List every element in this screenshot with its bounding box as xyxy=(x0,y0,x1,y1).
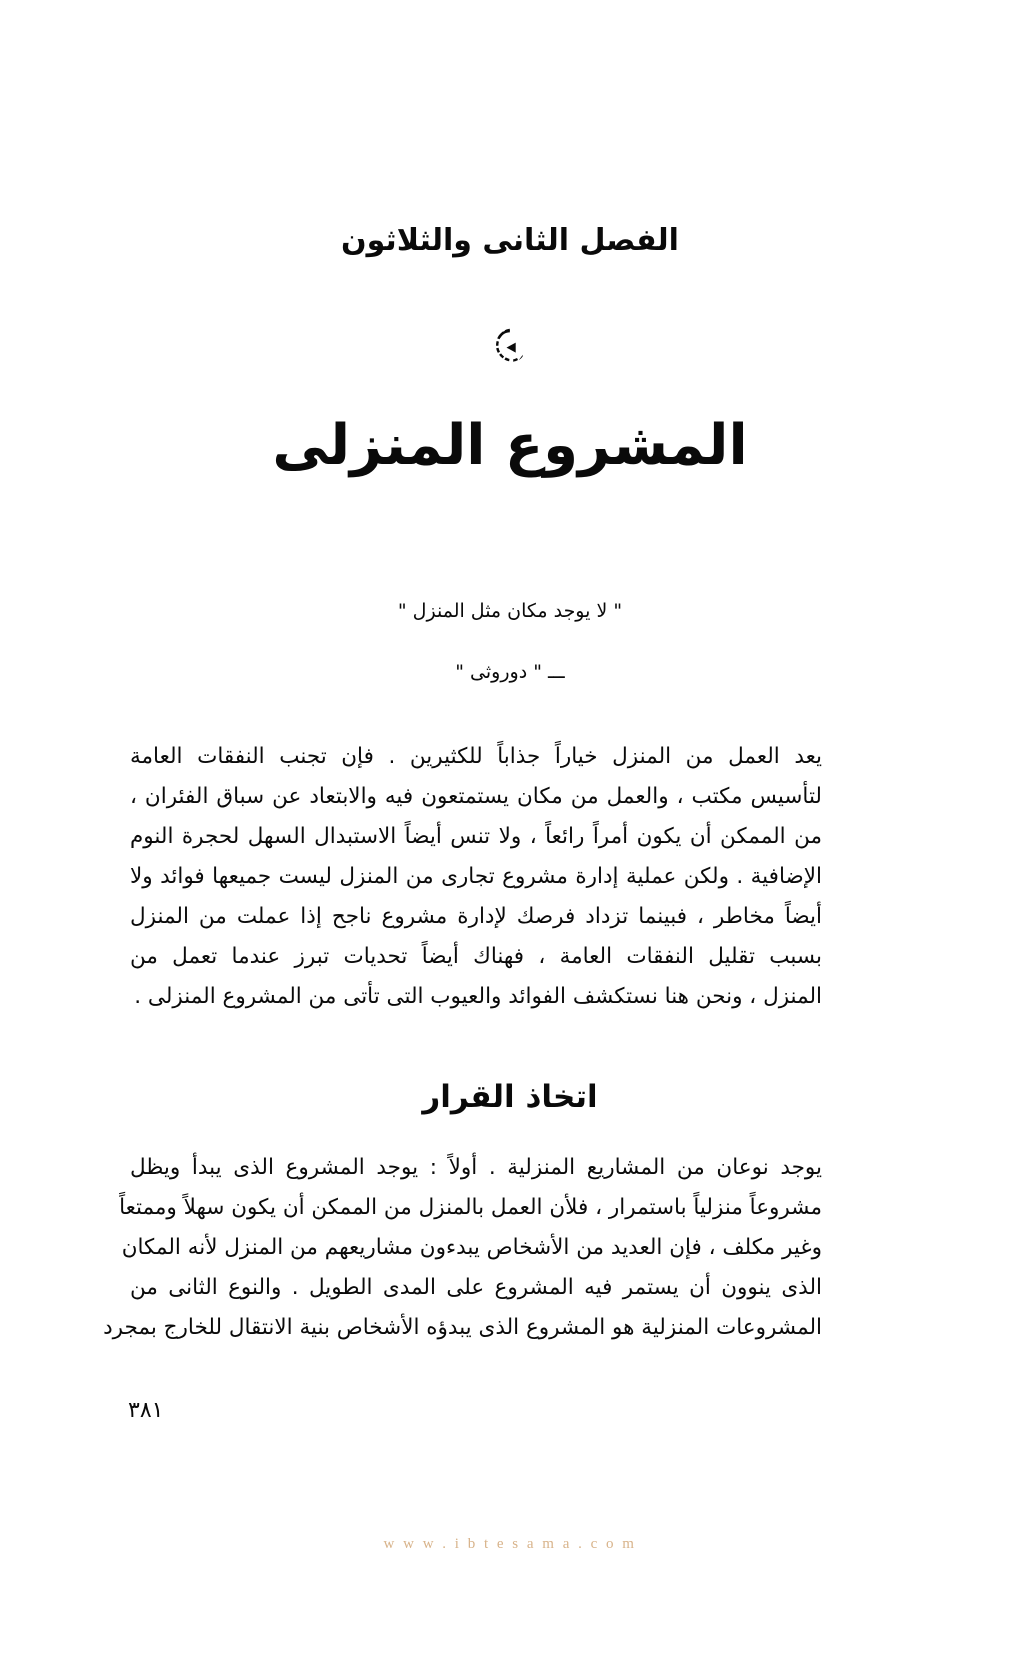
text-line: الذى ينوون أن يستمر فيه المشروع على المدى الطويل . والنوع الثانى من xyxy=(130,1275,822,1300)
text-line: الإضافية . ولكن عملية إدارة مشروع تجارى من المنزل ليست جميعها فوائد ولا xyxy=(130,864,822,889)
page-title: المشروع المنزلى xyxy=(272,413,748,478)
paragraph-intro xyxy=(130,737,822,1017)
watermark: w w w . i b t e s a m a . c o m xyxy=(383,1536,637,1552)
paragraph-decision xyxy=(103,1148,822,1348)
epigraph-attribution: ـــ " دوروثى " xyxy=(455,661,565,683)
text-line: من الممكن أن يكون أمراً رائعاً ، ولا تنس أيضاً الاستبدال السهل لحجرة النوم xyxy=(130,824,822,849)
chapter-heading: الفصل الثانى والثلاثون xyxy=(341,223,679,258)
page-number: ٣٨١ xyxy=(128,1398,164,1423)
text-line: يعد العمل من المنزل خياراً جذاباً للكثيرين . فإن تجنب النفقات العامة xyxy=(130,744,822,769)
text-line: يوجد نوعان من المشاريع المنزلية . أولاً : يوجد المشروع الذى يبدأ ويظل xyxy=(130,1155,822,1180)
text-line: وغير مكلف ، فإن العديد من الأشخاص يبدءون مشاريعهم من المنزل لأنه المكان xyxy=(121,1235,822,1260)
text-line: بسبب تقليل النفقات العامة ، فهناك أيضاً تحديات تبرز عندما تعمل من xyxy=(130,944,822,969)
text-line: المشروعات المنزلية هو المشروع الذى يبدؤه الأشخاص بنية الانتقال للخارج بمجرد xyxy=(103,1315,822,1340)
text-line: أيضاً مخاطر ، فبينما تزداد فرصك لإدارة مشروع ناجح إذا عملت من المنزل xyxy=(130,904,822,929)
spiral-sunburst-ornament xyxy=(0,316,1020,372)
text-line: المنزل ، ونحن هنا نستكشف الفوائد والعيوب التى تأتى من المشروع المنزلى . xyxy=(134,984,822,1009)
text-line: مشروعاً منزلياً باستمرار ، فلأن العمل بالمنزل من الممكن أن يكون سهلاً وممتعاً xyxy=(119,1195,822,1220)
text-line: لتأسيس مكتب ، والعمل من مكان يستمتعون فيه والابتعاد عن سباق الفئران ، xyxy=(130,784,822,809)
epigraph-quote: " لا يوجد مكان مثل المنزل " xyxy=(397,600,623,622)
section-heading: اتخاذ القرار xyxy=(422,1079,598,1115)
